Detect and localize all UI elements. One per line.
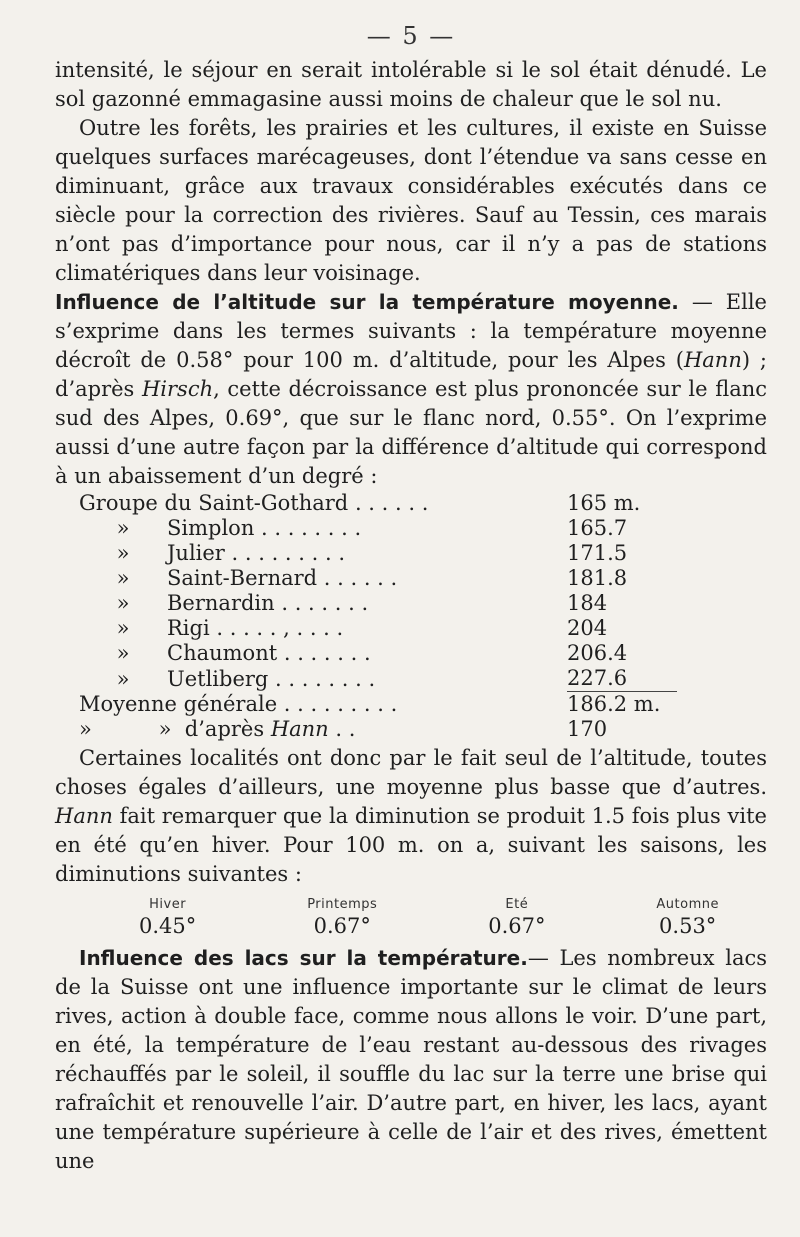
row-value: 204 [567,616,608,640]
row-name: Saint-Gothard [198,491,349,515]
row-value: 165.7 [567,516,628,540]
text-span: , cette décroissance est plus prononcée sur le flanc sud des Alpes, 0.69°, que sur le flanc nord, 0.55°. On l’exprime aussi d’une autre façon par la différence d’altitude qui correspond à un abaissement d’un degré : [55,377,768,488]
season-spring [307,897,377,940]
season-value: 0.45° [139,914,197,938]
season-autumn [656,897,719,940]
ditto-mark: » [116,541,130,565]
table-row [79,641,677,666]
text-span: Certaines localités ont donc par le fait seul de l’altitude, toutes choses égales d’ailleurs, une moyenne plus basse que d’autres. [55,746,767,799]
season-winter [139,897,196,940]
season-summer [488,897,545,940]
leader-dots: . . [328,717,356,741]
ditto-mark: » [116,516,130,540]
table-row [79,491,677,516]
season-label: Hiver [149,897,187,912]
page [55,22,767,1176]
ditto-mark: » [116,616,130,640]
table-row [79,616,677,641]
text-span: Elle s’exprime dans les termes suivants : la température moyenne décroît de 0.58° pour 100 m. d’altitude, pour les Alpes ( [55,290,767,372]
ditto-mark: » [116,666,130,691]
row-name-cell [167,616,567,641]
season-value: 0.67° [313,914,371,938]
row-name: Saint-Bernard [167,566,318,590]
row-name: Chaumont [167,641,278,665]
season-label: Automne [656,897,719,912]
text-span: Les nombreux lacs de la Suisse ont une influence importante sur le climat de leurs rives, action à double face, comme nous allons le voir. D’une part, en été, la température de l’eau restant au-dessous des rivages réchauffés par le soleil, il souffle du lac sur la terre une brise qui rafraîchit et renouvelle l’air. D’autre part, en hiver, les lacs, ayant une température supérieure à celle de l’air et des rives, émettent une [55,946,768,1173]
group-label [79,491,567,516]
leader-dots: . . . . . . . . . [224,541,345,565]
table-row [79,666,677,692]
row-value: 206.4 [567,641,628,665]
table-row [79,541,677,566]
ditto-mark: » [116,641,130,665]
leader-dots: . . . . . . . [274,591,369,615]
row-name-cell [167,566,567,591]
altitude-table [79,491,677,742]
paragraph-marecages: Outre les forêts, les prairies et les cultures, il existe en Suisse quelques surfaces marécageuses, dont l’étendue va sans cesse en diminuant, grâce aux travaux considérables exécutés dans ce siècle pour la correction des rivières. Sauf au Tessin, ces marais n’ont pas d’importance pour nous, car il n’y a pas de stations climatériques dans leur voisinage. [55,116,767,285]
paragraph-intensite: intensité, le séjour en serait intolérable si le sol était dénudé. Le sol gazonné emmagasine aussi moins de chaleur que le sol nu. [55,58,767,111]
row-name-cell [167,591,567,616]
row-name: Uetliberg [167,666,269,691]
text-span: ) ; d’après [55,348,768,401]
table-row [79,516,677,541]
leader-dots: . . . . . . . . [268,666,376,691]
mean-value: 186.2 m. [567,692,677,718]
leader-dots: . . . . . . . . . [277,692,398,716]
season-value: 0.53° [659,914,717,938]
row-name: Rigi [167,616,210,640]
leader-dots: . . . . . . . [277,641,371,665]
season-label: Printemps [307,897,378,912]
leader-dots: . . . . . , . . . . [209,616,344,640]
row-value: 171.5 [567,541,628,565]
table-row-hann [79,717,677,742]
leader-dots: . . . . . . [317,566,398,590]
hann-label-cell [79,717,567,742]
row-name: Julier [167,541,225,565]
author-name: Hirsch [141,377,214,401]
author-name: Hann [683,348,742,372]
author-name: Hann [55,804,113,828]
mean-label-cell [79,692,567,718]
row-name-cell [167,541,567,566]
row-name: Simplon [167,516,255,540]
text-span: fait remarquer que la diminution se produit 1.5 fois plus vite en été qu’en hiver. Pour 100 m. on a, suivant les saisons, les diminutions suivantes : [55,804,767,886]
leader-dots: . . . . . . . . [254,516,362,540]
dash: — [527,946,560,970]
row-name-cell [167,641,567,666]
hann-value: 170 [567,717,608,741]
page-number: — 5 — [366,22,456,50]
table-row [79,566,677,591]
row-name: Bernardin [167,591,275,615]
group-label-text: Groupe du [79,491,192,515]
table-row [79,591,677,616]
row-value: 227.6 [567,666,628,690]
row-name-cell [167,666,567,692]
seasons-row [139,897,719,940]
row-value: 181.8 [567,566,628,590]
table-row-mean [79,692,677,718]
hann-prefix: » » d’après [79,717,271,741]
leader-dots: . . . . . . [348,491,429,515]
section-heading-altitude: Influence de l’altitude sur la température moyenne. [55,290,679,314]
ditto-mark: » [116,566,130,590]
row-name-cell [167,516,567,541]
season-label: Eté [505,897,529,912]
author-name: Hann [270,717,329,741]
season-value: 0.67° [488,914,546,938]
row-value: 184 [567,591,608,615]
paragraph-localites [55,744,767,889]
ditto-mark: » [116,591,130,615]
section-altitude [55,288,767,491]
section-heading-lacs: Influence des lacs sur la température. [79,946,528,970]
row-value: 165 m. [567,491,641,515]
mean-label: Moyenne générale [79,692,278,716]
section-lacs [55,944,767,1176]
dash: — [678,290,726,314]
